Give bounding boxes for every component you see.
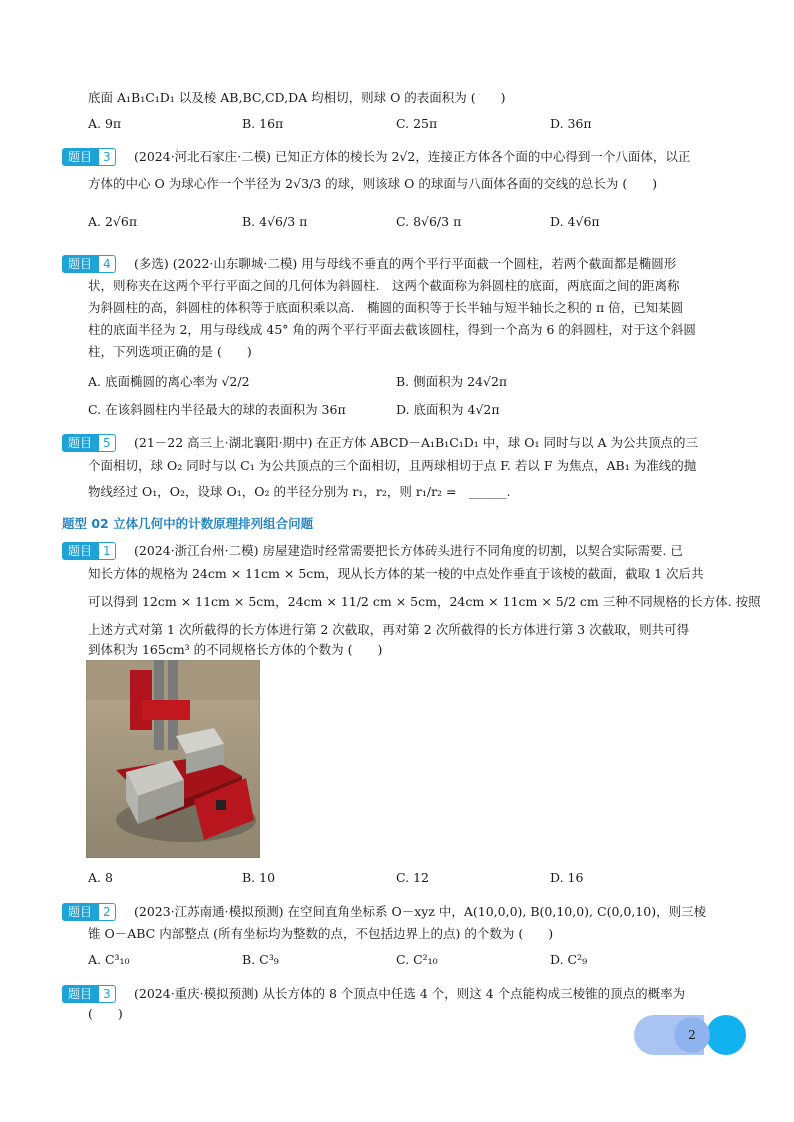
question-badge — [62, 148, 116, 166]
question-number: 3 — [98, 148, 116, 166]
q-prev-option-d: D. 36π — [550, 116, 592, 131]
q5-line-2: 个面相切，球 O₂ 同时与以 C₁ 为公共顶点的三个面相切，且两球相切于点 F. 若以 F 为焦点，AB₁ 为准线的抛 — [88, 458, 697, 473]
question-badge — [62, 434, 116, 452]
question-badge — [62, 542, 116, 560]
q5-line-1: (21－22 高三上·湖北襄阳·期中) 在正方体 ABCD－A₁B₁C₁D₁ 中，球 O₁ 同时与以 A 为公共顶点的三 — [134, 435, 698, 450]
s2q2-line-1: (2023·江苏南通·模拟预测) 在空间直角坐标系 O－xyz 中，A(10,0,0), B(0,10,0), C(0,0,10)，则三棱 — [134, 904, 707, 919]
question-tag: 题目 — [62, 985, 98, 1003]
question-badge — [62, 985, 116, 1003]
q3-option-d: D. 4√6π — [550, 214, 600, 229]
page-number-badge — [634, 1015, 746, 1055]
q4-line-1: (多选) (2022·山东聊城·二模) 用与母线不垂直的两个平行平面截一个圆柱，若两个截面都是椭圆形 — [134, 256, 677, 271]
q4-line-4: 柱的底面半径为 2，用与母线成 45° 角的两个平行平面去截该圆柱，得到一个高为 6 的斜圆柱，对于这个斜圆 — [88, 322, 696, 337]
q4-line-2: 状，则称夹在这两个平行平面之间的几何体为斜圆柱. 这两个截面称为斜圆柱的底面，两底面之间的距离称 — [88, 278, 680, 293]
q4-option-a: A. 底面椭圆的离心率为 √2/2 — [88, 374, 250, 389]
s2q1-line-1: (2024·浙江台州·二模) 房屋建造时经常需要把长方体砖头进行不同角度的切割，以契合实际需要. 已 — [134, 543, 683, 558]
question-badge — [62, 255, 116, 273]
q-prev-option-c: C. 25π — [396, 116, 438, 131]
question-tag: 题目 — [62, 903, 98, 921]
question-badge — [62, 903, 116, 921]
s2q1-option-b: B. 10 — [242, 870, 276, 885]
s2q1-option-a: A. 8 — [88, 870, 113, 885]
question-number: 2 — [98, 903, 116, 921]
question-number: 1 — [98, 542, 116, 560]
q4-option-b: B. 侧面积为 24√2π — [396, 374, 508, 389]
q3-option-c: C. 8√6/3 π — [396, 214, 462, 229]
q3-option-a: A. 2√6π — [88, 214, 138, 229]
s2q2-line-2: 锥 O－ABC 内部整点 (所有坐标均为整数的点，不包括边界上的点) 的个数为 ( ) — [88, 926, 554, 941]
s2q1-line-2: 知长方体的规格为 24cm × 11cm × 5cm，现从长方体的某一棱的中点处作垂直于该棱的截面，截取 1 次后共 — [88, 566, 704, 581]
s2q3-line-1: (2024·重庆·模拟预测) 从长方体的 8 个顶点中任选 4 个，则这 4 个点能构成三棱锥的顶点的概率为 — [134, 986, 686, 1001]
s2q1-option-d: D. 16 — [550, 870, 584, 885]
question-tag: 题目 — [62, 148, 98, 166]
question-tag: 题目 — [62, 434, 98, 452]
s2q2-option-c: C. C²₁₀ — [396, 952, 438, 967]
q4-line-3: 为斜圆柱的高，斜圆柱的体积等于底面积乘以高. 椭圆的面积等于长半轴与短半轴长之积的 π 倍，已知某圆 — [88, 300, 684, 315]
s2q1-line-4: 上述方式对第 1 次所截得的长方体进行第 2 次截取，再对第 2 次所截得的长方体进行第 3 次截取，则共可得 — [88, 622, 690, 637]
q-prev-stem-tail: 底面 A₁B₁C₁D₁ 以及棱 AB,BC,CD,DA 均相切，则球 O 的表面积为 ( ) — [88, 90, 506, 105]
s2q1-line-3: 可以得到 12cm × 11cm × 5cm，24cm × 11/2 cm × 5cm，24cm × 11cm × 5/2 cm 三种不同规格的长方体. 按照 — [88, 594, 761, 609]
s2q1-line-5: 到体积为 165cm³ 的不同规格长方体的个数为 ( ) — [88, 642, 383, 657]
q5-line-3: 物线经过 O₁，O₂，设球 O₁，O₂ 的半径分别为 r₁，r₂，则 r₁/r₂ = ______. — [88, 484, 511, 499]
question-tag: 题目 — [62, 255, 98, 273]
q4-option-d: D. 底面积为 4√2π — [396, 402, 500, 417]
q3-option-b: B. 4√6/3 π — [242, 214, 308, 229]
q-prev-option-b: B. 16π — [242, 116, 284, 131]
q4-option-c: C. 在该斜圆柱内半径最大的球的表面积为 36π — [88, 402, 346, 417]
question-number: 3 — [98, 985, 116, 1003]
q-prev-option-a: A. 9π — [88, 116, 122, 131]
question-number: 5 — [98, 434, 116, 452]
q3-line-1: (2024·河北石家庄·二模) 已知正方体的棱长为 2√2，连接正方体各个面的中心得到一个八面体，以正 — [134, 149, 691, 164]
brick-cutter-photo — [86, 660, 260, 858]
s2q2-option-b: B. C³₉ — [242, 952, 279, 967]
s2q3-line-2: ( ) — [88, 1006, 123, 1021]
section-heading: 题型 02 立体几何中的计数原理排列组合问题 — [62, 516, 314, 531]
q4-line-5: 柱，下列选项正确的是 ( ) — [88, 344, 252, 359]
page-number: 2 — [688, 1028, 696, 1042]
question-tag: 题目 — [62, 542, 98, 560]
s2q1-option-c: C. 12 — [396, 870, 429, 885]
q3-line-2: 方体的中心 O 为球心作一个半径为 2√3/3 的球，则该球 O 的球面与八面体各面的交线的总长为 ( ) — [88, 176, 658, 191]
question-number: 4 — [98, 255, 116, 273]
s2q2-option-d: D. C²₉ — [550, 952, 588, 967]
s2q2-option-a: A. C³₁₀ — [88, 952, 130, 967]
